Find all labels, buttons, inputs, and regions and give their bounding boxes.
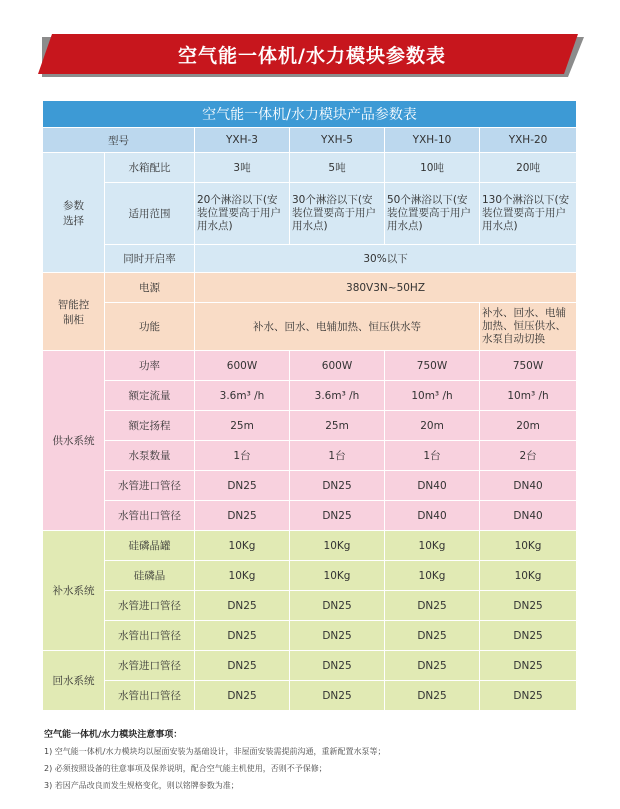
cell: 10Kg bbox=[480, 531, 577, 561]
header-model: YXH-20 bbox=[480, 128, 577, 153]
header-model: YXH-5 bbox=[290, 128, 385, 153]
row-label: 水管出口管径 bbox=[105, 621, 195, 651]
cell: 3.6m³ /h bbox=[290, 381, 385, 411]
cell: DN25 bbox=[385, 591, 480, 621]
group-label-text: 参数 选择 bbox=[63, 199, 84, 227]
cell: 750W bbox=[385, 351, 480, 381]
table-row bbox=[43, 183, 577, 245]
cell: DN25 bbox=[480, 591, 577, 621]
row-label: 功能 bbox=[105, 303, 195, 351]
row-label: 水管出口管径 bbox=[105, 681, 195, 711]
notes-section bbox=[44, 727, 584, 797]
notes-heading: 空气能一体机/水力模块注意事项： bbox=[44, 730, 183, 740]
row-label: 水箱配比 bbox=[105, 153, 195, 183]
group-label-text: 智能控 制柜 bbox=[57, 298, 90, 326]
cell: 25m bbox=[290, 411, 385, 441]
cell: 补水、回水、电辅加热、恒压供水、水泵自动切换 bbox=[480, 303, 577, 351]
cell: DN25 bbox=[385, 681, 480, 711]
cell: DN25 bbox=[195, 651, 290, 681]
row-label: 功率 bbox=[105, 351, 195, 381]
title-banner bbox=[38, 34, 586, 78]
cell: DN25 bbox=[290, 471, 385, 501]
cell: 10Kg bbox=[195, 531, 290, 561]
cell: DN25 bbox=[480, 681, 577, 711]
cell: 10m³ /h bbox=[385, 381, 480, 411]
row-label: 硅磷晶 bbox=[105, 561, 195, 591]
row-label: 硅磷晶罐 bbox=[105, 531, 195, 561]
cell: DN25 bbox=[480, 651, 577, 681]
cell: 25m bbox=[195, 411, 290, 441]
note-item: 3) 若因产品改良而发生规格变化，则以铭牌参数为准； bbox=[44, 781, 239, 790]
table-row bbox=[43, 303, 577, 351]
cell: 10Kg bbox=[195, 561, 290, 591]
cell: DN25 bbox=[290, 591, 385, 621]
row-label: 额定扬程 bbox=[105, 411, 195, 441]
cell: 600W bbox=[290, 351, 385, 381]
cell: 750W bbox=[480, 351, 577, 381]
cell: DN40 bbox=[385, 471, 480, 501]
cell: DN25 bbox=[480, 621, 577, 651]
cell: DN25 bbox=[290, 651, 385, 681]
table-row bbox=[43, 501, 577, 531]
cell: 10m³ /h bbox=[480, 381, 577, 411]
cell: 380V3N~50HZ bbox=[195, 273, 577, 303]
cell: DN25 bbox=[195, 471, 290, 501]
parameter-table bbox=[42, 100, 577, 711]
table-row bbox=[43, 531, 577, 561]
header-model: YXH-10 bbox=[385, 128, 480, 153]
table-row bbox=[43, 273, 577, 303]
cell: 50个淋浴以下(安装位置要高于用户用水点) bbox=[385, 183, 480, 245]
row-label: 水泵数量 bbox=[105, 441, 195, 471]
cell: 3吨 bbox=[195, 153, 290, 183]
table-row bbox=[43, 651, 577, 681]
group-label-fill: 补水系统 bbox=[43, 531, 105, 651]
cell: DN25 bbox=[290, 681, 385, 711]
row-label: 水管进口管径 bbox=[105, 471, 195, 501]
table-row bbox=[43, 561, 577, 591]
cell: DN25 bbox=[195, 591, 290, 621]
header-model-label: 型号 bbox=[43, 128, 195, 153]
cell: 10Kg bbox=[385, 531, 480, 561]
cell: 10Kg bbox=[290, 561, 385, 591]
cell: 1台 bbox=[385, 441, 480, 471]
row-label: 适用范围 bbox=[105, 183, 195, 245]
cell: 30个淋浴以下(安装位置要高于用户用水点) bbox=[290, 183, 385, 245]
cell: 3.6m³ /h bbox=[195, 381, 290, 411]
cell: DN25 bbox=[290, 501, 385, 531]
cell: DN25 bbox=[385, 621, 480, 651]
note-item: 2) 必须按照设备的往意事项及保养说明，配合空气能主机使用，否则不予保修； bbox=[44, 764, 327, 773]
table-header-row bbox=[43, 128, 577, 153]
row-label: 水管进口管径 bbox=[105, 651, 195, 681]
table-row bbox=[43, 351, 577, 381]
cell: DN40 bbox=[385, 501, 480, 531]
cell: DN25 bbox=[195, 621, 290, 651]
cell: DN40 bbox=[480, 471, 577, 501]
page-title: 空气能一体机/水力模块参数表 bbox=[178, 45, 446, 67]
table-title: 空气能一体机/水力模块产品参数表 bbox=[43, 101, 577, 128]
group-label-return: 回水系统 bbox=[43, 651, 105, 711]
cell: 10吨 bbox=[385, 153, 480, 183]
cell: 130个淋浴以下(安装位置要高于用户用水点) bbox=[480, 183, 577, 245]
cell: 20m bbox=[385, 411, 480, 441]
table-row bbox=[43, 245, 577, 273]
cell: 20个淋浴以下(安装位置要高于用户用水点) bbox=[195, 183, 290, 245]
row-label: 水管出口管径 bbox=[105, 501, 195, 531]
cell: DN25 bbox=[195, 501, 290, 531]
cell: 10Kg bbox=[385, 561, 480, 591]
cell: DN40 bbox=[480, 501, 577, 531]
cell: 1台 bbox=[290, 441, 385, 471]
cell: 20m bbox=[480, 411, 577, 441]
table-row bbox=[43, 591, 577, 621]
row-label: 电源 bbox=[105, 273, 195, 303]
cell: 20吨 bbox=[480, 153, 577, 183]
cell: 5吨 bbox=[290, 153, 385, 183]
row-label: 同时开启率 bbox=[105, 245, 195, 273]
note-item: 1) 空气能一体机/水力模块均以屋面安装为基础设计，非屋面安装需提前沟通，重新配置水泵等； bbox=[44, 747, 386, 756]
table-row bbox=[43, 621, 577, 651]
table-row bbox=[43, 471, 577, 501]
group-label-param bbox=[43, 153, 105, 273]
cell: DN25 bbox=[385, 651, 480, 681]
cell: DN25 bbox=[290, 621, 385, 651]
cell: 1台 bbox=[195, 441, 290, 471]
cell: 10Kg bbox=[290, 531, 385, 561]
header-model: YXH-3 bbox=[195, 128, 290, 153]
row-label: 水管进口管径 bbox=[105, 591, 195, 621]
cell: 2台 bbox=[480, 441, 577, 471]
table-row bbox=[43, 411, 577, 441]
cell: DN25 bbox=[195, 681, 290, 711]
cell: 补水、回水、电辅加热、恒压供水等 bbox=[195, 303, 480, 351]
row-label: 额定流量 bbox=[105, 381, 195, 411]
cell: 10Kg bbox=[480, 561, 577, 591]
group-label-supply: 供水系统 bbox=[43, 351, 105, 531]
group-label-control bbox=[43, 273, 105, 351]
table-row bbox=[43, 441, 577, 471]
cell: 600W bbox=[195, 351, 290, 381]
cell: 30%以下 bbox=[195, 245, 577, 273]
table-row bbox=[43, 153, 577, 183]
table-row bbox=[43, 381, 577, 411]
table-title-row bbox=[43, 101, 577, 128]
table-row bbox=[43, 681, 577, 711]
